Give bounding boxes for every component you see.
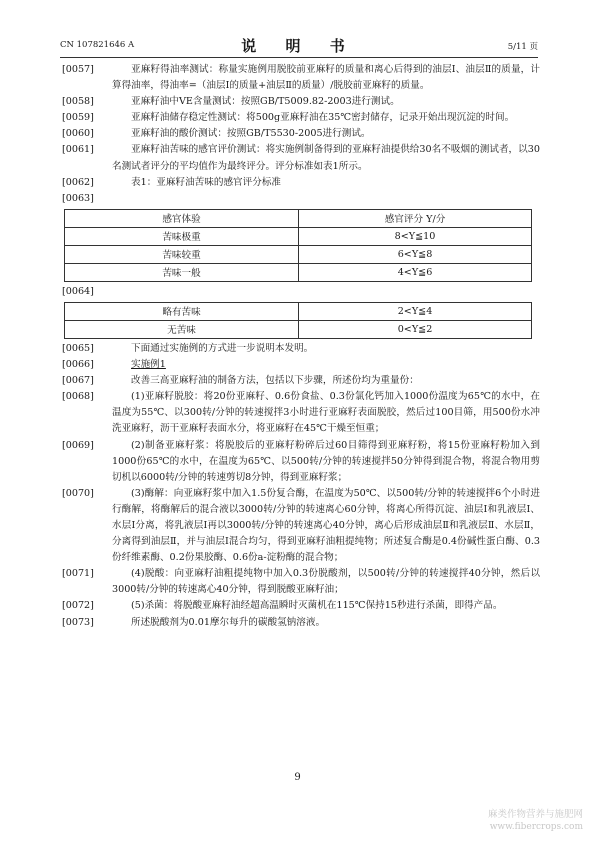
paragraph-number: [0062] [62,176,94,188]
paragraph-number: [0073] [62,616,94,628]
paragraph-0057 [62,62,540,94]
paragraph-0069 [62,438,540,486]
paragraph-text: 下面通过实施例的方式进一步说明本发明。 [131,342,314,354]
paragraph-number: [0070] [62,487,94,499]
paragraph-number: [0058] [62,96,94,108]
paragraph-0064 [62,284,540,300]
page-header [60,34,538,56]
table-cell: 6<Y≦8 [299,245,532,263]
table-cell: 苦味一般 [65,263,299,281]
paragraph-0068 [62,389,540,437]
paragraph-text: (4)脱酸：向亚麻籽油粗提纯物中加入0.3份脱酸剂，以500转/分钟的转速搅拌40分钟，然后以3000转/分钟的转速离心40分钟，得到脱酸亚麻籽油； [112,568,540,596]
table-caption: 表1：亚麻籽油苦味的感官评分标准 [131,176,282,188]
page-indicator: 5/11 页 [507,42,538,52]
paragraph-text: 亚麻籽油储存稳定性测试：将500g亚麻籽油在35℃密封储存，记录开始出现沉淀的时间。 [131,112,515,124]
paragraph-number: [0059] [62,112,94,124]
paragraph-number: [0060] [62,128,94,140]
document-title: 说 明 书 [241,37,357,55]
paragraph-0061 [62,142,540,174]
paragraph-text: 亚麻籽得油率测试：称量实施例用脱胶前亚麻籽的质量和离心后得到的油层Ⅰ、油层Ⅱ的质量，计算得油率，得油率=（油层Ⅰ的质量+油层Ⅱ的质量）/脱胶前亚麻籽的质量。 [112,64,540,92]
paragraph-0058 [62,94,540,110]
paragraph-number: [0065] [62,342,94,354]
paragraph-number: [0063] [62,192,94,204]
table-header-row [65,209,532,227]
paragraph-number: [0068] [62,391,94,403]
page-number: 9 [294,772,301,783]
paragraph-0070 [62,486,540,566]
example-heading: 实施例1 [131,359,166,371]
paragraph-0059 [62,110,540,126]
paragraph-text: 亚麻籽油中VE含量测试：按照GB/T5009.82-2003进行测试。 [131,96,400,108]
table-row [65,245,532,263]
document-body [62,62,540,631]
paragraph-0071 [62,566,540,598]
paragraph-number: [0061] [62,144,94,156]
paragraph-0065 [62,341,540,357]
paragraph-text: (5)杀菌：将脱酸亚麻籽油经超高温瞬时灭菌机在115℃保持15秒进行杀菌，即得产品。 [131,600,503,612]
paragraph-number: [0057] [62,64,94,75]
paragraph-0067 [62,373,540,389]
table-cell: 略有苦味 [65,302,299,320]
paragraph-text: (2)制备亚麻籽浆：将脱胶后的亚麻籽粉碎后过60目筛得到亚麻籽粉，将15份亚麻籽粉加入到1000份65℃的水中，在温度为65℃、以500转/分钟的转速搅拌50分钟得到混合物，将混合物用剪切机以6000转/分钟的转速剪切8分钟，得到亚麻籽浆； [112,439,540,483]
table-cell: 2<Y≦4 [299,302,532,320]
table-cell: 4<Y≦6 [299,263,532,281]
paragraph-text: (3)酶解：向亚麻籽浆中加入1.5份复合酶，在温度为50℃、以500转/分钟的转速搅拌6个小时进行酶解，将酶解后的混合液以3000转/分钟的转速离心60分钟，将离心所得沉淀、油层Ⅰ和乳液层Ⅰ、水层Ⅰ分离，将乳液层Ⅰ再以3000转/分钟的转速离心40分钟，离心后形成油层Ⅱ和乳液层Ⅱ、水层Ⅱ，分离得到油层Ⅱ，并与油层Ⅰ混合均匀，得到亚麻籽油粗提纯物；所述复合酶是0.4份碱性蛋白酶、0.3份纤维素酶、0.2份果胶酶、0.6份a-淀粉酶的混合物； [112,487,540,564]
paragraph-number: [0066] [62,359,94,371]
table-cell: 8<Y≦10 [299,227,532,245]
paragraph-number: [0069] [62,439,94,451]
sensory-score-table-part1 [64,209,532,282]
paragraph-0060 [62,126,540,142]
paragraph-0066 [62,357,540,373]
table-header-cell: 感官体验 [65,209,299,227]
paragraph-text: (1)亚麻籽脱胶：将20份亚麻籽、0.6份食盐、0.3份氯化钙加入1000份温度为65℃的水中，在温度为55℃、以300转/分钟的转速搅拌3小时进行亚麻籽表面脱胶，然后过100目筛，用500份水冲洗亚麻籽，沥干亚麻籽表面水分，将亚麻籽在45℃干燥至恒重； [112,391,540,435]
site-watermark [488,808,583,834]
table-header-cell: 感官评分 Y/分 [299,209,532,227]
table-row [65,227,532,245]
paragraph-text: 所述脱酸剂为0.01摩尔每升的碳酸氢钠溶液。 [131,616,326,628]
table-row [65,320,532,338]
paragraph-0072 [62,598,540,614]
paragraph-number: [0072] [62,600,94,612]
table-row [65,263,532,281]
paragraph-number: [0064] [62,285,94,297]
paragraph-0062 [62,175,540,191]
table-cell: 苦味极重 [65,227,299,245]
table-cell: 苦味较重 [65,245,299,263]
table-row [65,302,532,320]
paragraph-text: 改善三高亚麻籽油的制备方法，包括以下步骤，所述份均为重量份： [131,375,419,387]
paragraph-number: [0071] [62,568,94,580]
patent-number: CN 107821646 A [60,40,135,50]
table-cell: 0<Y≦2 [299,320,532,338]
paragraph-text: 亚麻籽油的酸价测试：按照GB/T5530-2005进行测试。 [131,128,371,140]
table-cell: 无苦味 [65,320,299,338]
watermark-site-name: 麻类作物营养与施肥网 [487,809,583,820]
sensory-score-table-part2 [64,302,532,339]
watermark-url: www.fibercrops.com [489,822,583,832]
header-rule [60,57,538,58]
paragraph-0073 [62,615,540,631]
paragraph-text: 亚麻籽油苦味的感官评价测试：将实施例制备得到的亚麻籽油提供给30名不吸烟的测试者，以30名测试者评分的平均值作为最终评分。评分标准如表1所示。 [112,144,540,172]
paragraph-number: [0067] [62,375,94,387]
paragraph-0063 [62,191,540,207]
